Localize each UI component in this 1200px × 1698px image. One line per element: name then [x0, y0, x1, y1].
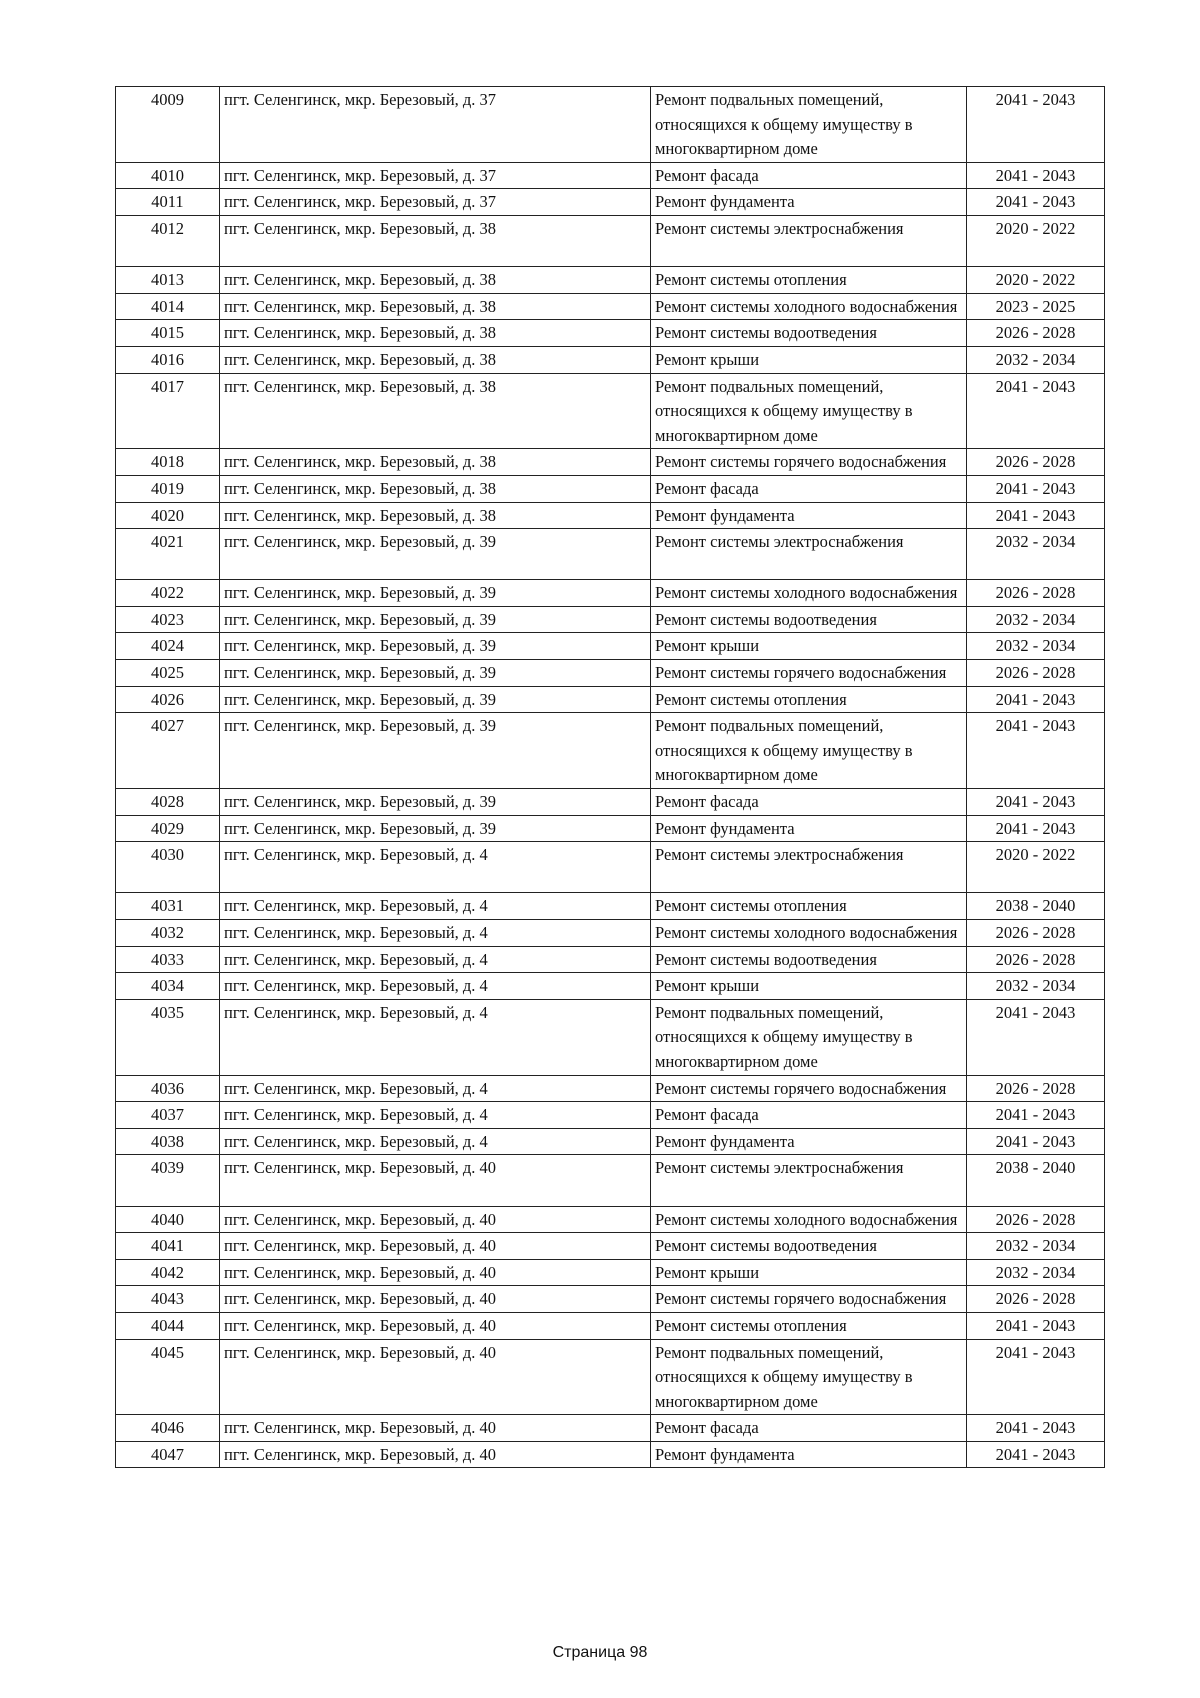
period-cell: 2041 - 2043 [967, 502, 1105, 529]
period-cell: 2041 - 2043 [967, 1102, 1105, 1129]
row-number-cell: 4036 [116, 1075, 220, 1102]
row-number-cell: 4023 [116, 606, 220, 633]
work-type-cell: Ремонт системы отопления [651, 267, 967, 294]
row-number-cell: 4030 [116, 842, 220, 893]
table-row [116, 1415, 1105, 1442]
work-type-cell: Ремонт фасада [651, 475, 967, 502]
table-row [116, 893, 1105, 920]
period-cell: 2041 - 2043 [967, 189, 1105, 216]
table-row [116, 999, 1105, 1075]
address-cell: пгт. Селенгинск, мкр. Березовый, д. 40 [220, 1312, 651, 1339]
address-cell: пгт. Селенгинск, мкр. Березовый, д. 39 [220, 686, 651, 713]
address-cell: пгт. Селенгинск, мкр. Березовый, д. 4 [220, 920, 651, 947]
work-type-cell: Ремонт системы отопления [651, 893, 967, 920]
address-cell: пгт. Селенгинск, мкр. Березовый, д. 38 [220, 346, 651, 373]
work-type-cell: Ремонт подвальных помещений, относящихся к общему имуществу в многоквартирном доме [651, 999, 967, 1075]
work-type-cell: Ремонт крыши [651, 973, 967, 1000]
table-row [116, 686, 1105, 713]
work-type-cell: Ремонт подвальных помещений, относящихся к общему имуществу в многоквартирном доме [651, 713, 967, 789]
period-cell: 2032 - 2034 [967, 606, 1105, 633]
address-cell: пгт. Селенгинск, мкр. Березовый, д. 38 [220, 373, 651, 449]
row-number-cell: 4018 [116, 449, 220, 476]
row-number-cell: 4028 [116, 789, 220, 816]
address-cell: пгт. Селенгинск, мкр. Березовый, д. 39 [220, 789, 651, 816]
work-type-cell: Ремонт системы холодного водоснабжения [651, 920, 967, 947]
table-row [116, 1339, 1105, 1415]
table-row [116, 920, 1105, 947]
table-row [116, 789, 1105, 816]
table-row [116, 1233, 1105, 1260]
work-type-cell: Ремонт фасада [651, 1102, 967, 1129]
table-row [116, 215, 1105, 266]
work-type-cell: Ремонт системы горячего водоснабжения [651, 1075, 967, 1102]
row-number-cell: 4013 [116, 267, 220, 294]
address-cell: пгт. Селенгинск, мкр. Березовый, д. 38 [220, 215, 651, 266]
work-type-cell: Ремонт фундамента [651, 1128, 967, 1155]
table-row [116, 946, 1105, 973]
table-row [116, 1206, 1105, 1233]
address-cell: пгт. Селенгинск, мкр. Березовый, д. 39 [220, 713, 651, 789]
work-type-cell: Ремонт фундамента [651, 189, 967, 216]
table-row [116, 1312, 1105, 1339]
address-cell: пгт. Селенгинск, мкр. Березовый, д. 4 [220, 1075, 651, 1102]
table-row [116, 660, 1105, 687]
address-cell: пгт. Селенгинск, мкр. Березовый, д. 40 [220, 1339, 651, 1415]
table-row [116, 449, 1105, 476]
work-type-cell: Ремонт системы электроснабжения [651, 529, 967, 580]
table-row [116, 973, 1105, 1000]
address-cell: пгт. Селенгинск, мкр. Березовый, д. 40 [220, 1286, 651, 1313]
table-row [116, 162, 1105, 189]
period-cell: 2026 - 2028 [967, 1286, 1105, 1313]
work-type-cell: Ремонт системы водоотведения [651, 1233, 967, 1260]
table-row [116, 580, 1105, 607]
period-cell: 2041 - 2043 [967, 373, 1105, 449]
period-cell: 2032 - 2034 [967, 1233, 1105, 1260]
period-cell: 2041 - 2043 [967, 1441, 1105, 1468]
address-cell: пгт. Селенгинск, мкр. Березовый, д. 38 [220, 320, 651, 347]
table-row [116, 320, 1105, 347]
row-number-cell: 4037 [116, 1102, 220, 1129]
address-cell: пгт. Селенгинск, мкр. Березовый, д. 40 [220, 1415, 651, 1442]
address-cell: пгт. Селенгинск, мкр. Березовый, д. 39 [220, 580, 651, 607]
row-number-cell: 4014 [116, 293, 220, 320]
address-cell: пгт. Селенгинск, мкр. Березовый, д. 39 [220, 660, 651, 687]
address-cell: пгт. Селенгинск, мкр. Березовый, д. 40 [220, 1155, 651, 1206]
table-row [116, 633, 1105, 660]
work-type-cell: Ремонт системы горячего водоснабжения [651, 660, 967, 687]
work-type-cell: Ремонт системы отопления [651, 686, 967, 713]
work-type-cell: Ремонт системы электроснабжения [651, 1155, 967, 1206]
period-cell: 2038 - 2040 [967, 893, 1105, 920]
row-number-cell: 4035 [116, 999, 220, 1075]
row-number-cell: 4044 [116, 1312, 220, 1339]
address-cell: пгт. Селенгинск, мкр. Березовый, д. 38 [220, 293, 651, 320]
work-type-cell: Ремонт системы отопления [651, 1312, 967, 1339]
table-row [116, 346, 1105, 373]
row-number-cell: 4015 [116, 320, 220, 347]
work-type-cell: Ремонт системы электроснабжения [651, 215, 967, 266]
period-cell: 2026 - 2028 [967, 920, 1105, 947]
table-row [116, 1102, 1105, 1129]
address-cell: пгт. Селенгинск, мкр. Березовый, д. 40 [220, 1259, 651, 1286]
row-number-cell: 4009 [116, 87, 220, 163]
table-row [116, 1075, 1105, 1102]
work-type-cell: Ремонт подвальных помещений, относящихся к общему имуществу в многоквартирном доме [651, 1339, 967, 1415]
address-cell: пгт. Селенгинск, мкр. Березовый, д. 4 [220, 842, 651, 893]
table-row [116, 502, 1105, 529]
period-cell: 2032 - 2034 [967, 973, 1105, 1000]
table-row [116, 1259, 1105, 1286]
table-row [116, 713, 1105, 789]
table-row [116, 1286, 1105, 1313]
period-cell: 2041 - 2043 [967, 789, 1105, 816]
table-row [116, 373, 1105, 449]
row-number-cell: 4047 [116, 1441, 220, 1468]
period-cell: 2041 - 2043 [967, 1312, 1105, 1339]
work-type-cell: Ремонт подвальных помещений, относящихся к общему имуществу в многоквартирном доме [651, 373, 967, 449]
row-number-cell: 4019 [116, 475, 220, 502]
work-type-cell: Ремонт крыши [651, 633, 967, 660]
address-cell: пгт. Селенгинск, мкр. Березовый, д. 37 [220, 87, 651, 163]
work-type-cell: Ремонт фундамента [651, 815, 967, 842]
period-cell: 2041 - 2043 [967, 162, 1105, 189]
address-cell: пгт. Селенгинск, мкр. Березовый, д. 38 [220, 475, 651, 502]
period-cell: 2023 - 2025 [967, 293, 1105, 320]
period-cell: 2041 - 2043 [967, 815, 1105, 842]
address-cell: пгт. Селенгинск, мкр. Березовый, д. 37 [220, 189, 651, 216]
row-number-cell: 4016 [116, 346, 220, 373]
work-type-cell: Ремонт системы холодного водоснабжения [651, 1206, 967, 1233]
work-type-cell: Ремонт крыши [651, 1259, 967, 1286]
address-cell: пгт. Селенгинск, мкр. Березовый, д. 38 [220, 449, 651, 476]
address-cell: пгт. Селенгинск, мкр. Березовый, д. 38 [220, 267, 651, 294]
table-row [116, 475, 1105, 502]
work-type-cell: Ремонт системы холодного водоснабжения [651, 293, 967, 320]
row-number-cell: 4026 [116, 686, 220, 713]
row-number-cell: 4025 [116, 660, 220, 687]
address-cell: пгт. Селенгинск, мкр. Березовый, д. 39 [220, 815, 651, 842]
row-number-cell: 4039 [116, 1155, 220, 1206]
row-number-cell: 4010 [116, 162, 220, 189]
work-type-cell: Ремонт фасада [651, 789, 967, 816]
address-cell: пгт. Селенгинск, мкр. Березовый, д. 40 [220, 1233, 651, 1260]
row-number-cell: 4034 [116, 973, 220, 1000]
period-cell: 2026 - 2028 [967, 1206, 1105, 1233]
row-number-cell: 4042 [116, 1259, 220, 1286]
period-cell: 2041 - 2043 [967, 87, 1105, 163]
address-cell: пгт. Селенгинск, мкр. Березовый, д. 4 [220, 1102, 651, 1129]
table-body [116, 87, 1105, 1468]
period-cell: 2038 - 2040 [967, 1155, 1105, 1206]
period-cell: 2026 - 2028 [967, 1075, 1105, 1102]
row-number-cell: 4020 [116, 502, 220, 529]
table-row [116, 606, 1105, 633]
row-number-cell: 4017 [116, 373, 220, 449]
table-row [116, 842, 1105, 893]
table-row [116, 1128, 1105, 1155]
work-type-cell: Ремонт крыши [651, 346, 967, 373]
period-cell: 2041 - 2043 [967, 686, 1105, 713]
work-type-cell: Ремонт системы водоотведения [651, 946, 967, 973]
table-row [116, 1441, 1105, 1468]
period-cell: 2020 - 2022 [967, 842, 1105, 893]
work-type-cell: Ремонт системы горячего водоснабжения [651, 449, 967, 476]
work-type-cell: Ремонт системы горячего водоснабжения [651, 1286, 967, 1313]
address-cell: пгт. Селенгинск, мкр. Березовый, д. 4 [220, 893, 651, 920]
table-row [116, 189, 1105, 216]
period-cell: 2026 - 2028 [967, 449, 1105, 476]
period-cell: 2041 - 2043 [967, 1415, 1105, 1442]
address-cell: пгт. Селенгинск, мкр. Березовый, д. 4 [220, 1128, 651, 1155]
row-number-cell: 4031 [116, 893, 220, 920]
period-cell: 2020 - 2022 [967, 267, 1105, 294]
row-number-cell: 4041 [116, 1233, 220, 1260]
period-cell: 2026 - 2028 [967, 580, 1105, 607]
table-row [116, 529, 1105, 580]
row-number-cell: 4029 [116, 815, 220, 842]
row-number-cell: 4045 [116, 1339, 220, 1415]
period-cell: 2026 - 2028 [967, 946, 1105, 973]
work-type-cell: Ремонт подвальных помещений, относящихся к общему имуществу в многоквартирном доме [651, 87, 967, 163]
work-type-cell: Ремонт фундамента [651, 1441, 967, 1468]
period-cell: 2026 - 2028 [967, 660, 1105, 687]
table-row [116, 815, 1105, 842]
row-number-cell: 4021 [116, 529, 220, 580]
row-number-cell: 4027 [116, 713, 220, 789]
address-cell: пгт. Селенгинск, мкр. Березовый, д. 39 [220, 529, 651, 580]
period-cell: 2032 - 2034 [967, 346, 1105, 373]
work-type-cell: Ремонт системы электроснабжения [651, 842, 967, 893]
row-number-cell: 4024 [116, 633, 220, 660]
work-type-cell: Ремонт фундамента [651, 502, 967, 529]
table-row [116, 267, 1105, 294]
period-cell: 2041 - 2043 [967, 1339, 1105, 1415]
work-type-cell: Ремонт системы холодного водоснабжения [651, 580, 967, 607]
repair-schedule-table [115, 86, 1105, 1468]
address-cell: пгт. Селенгинск, мкр. Березовый, д. 40 [220, 1441, 651, 1468]
period-cell: 2032 - 2034 [967, 529, 1105, 580]
period-cell: 2041 - 2043 [967, 1128, 1105, 1155]
period-cell: 2041 - 2043 [967, 713, 1105, 789]
row-number-cell: 4022 [116, 580, 220, 607]
table-row [116, 293, 1105, 320]
row-number-cell: 4032 [116, 920, 220, 947]
address-cell: пгт. Селенгинск, мкр. Березовый, д. 4 [220, 999, 651, 1075]
table-row [116, 87, 1105, 163]
row-number-cell: 4046 [116, 1415, 220, 1442]
period-cell: 2032 - 2034 [967, 1259, 1105, 1286]
row-number-cell: 4033 [116, 946, 220, 973]
work-type-cell: Ремонт фасада [651, 1415, 967, 1442]
table-row [116, 1155, 1105, 1206]
period-cell: 2020 - 2022 [967, 215, 1105, 266]
period-cell: 2041 - 2043 [967, 999, 1105, 1075]
address-cell: пгт. Селенгинск, мкр. Березовый, д. 38 [220, 502, 651, 529]
address-cell: пгт. Селенгинск, мкр. Березовый, д. 40 [220, 1206, 651, 1233]
row-number-cell: 4012 [116, 215, 220, 266]
work-type-cell: Ремонт системы водоотведения [651, 320, 967, 347]
period-cell: 2041 - 2043 [967, 475, 1105, 502]
work-type-cell: Ремонт фасада [651, 162, 967, 189]
period-cell: 2032 - 2034 [967, 633, 1105, 660]
address-cell: пгт. Селенгинск, мкр. Березовый, д. 39 [220, 606, 651, 633]
address-cell: пгт. Селенгинск, мкр. Березовый, д. 4 [220, 946, 651, 973]
address-cell: пгт. Селенгинск, мкр. Березовый, д. 4 [220, 973, 651, 1000]
work-type-cell: Ремонт системы водоотведения [651, 606, 967, 633]
row-number-cell: 4011 [116, 189, 220, 216]
address-cell: пгт. Селенгинск, мкр. Березовый, д. 37 [220, 162, 651, 189]
row-number-cell: 4043 [116, 1286, 220, 1313]
row-number-cell: 4040 [116, 1206, 220, 1233]
page-number: Страница 98 [552, 1644, 648, 1661]
row-number-cell: 4038 [116, 1128, 220, 1155]
address-cell: пгт. Селенгинск, мкр. Березовый, д. 39 [220, 633, 651, 660]
period-cell: 2026 - 2028 [967, 320, 1105, 347]
